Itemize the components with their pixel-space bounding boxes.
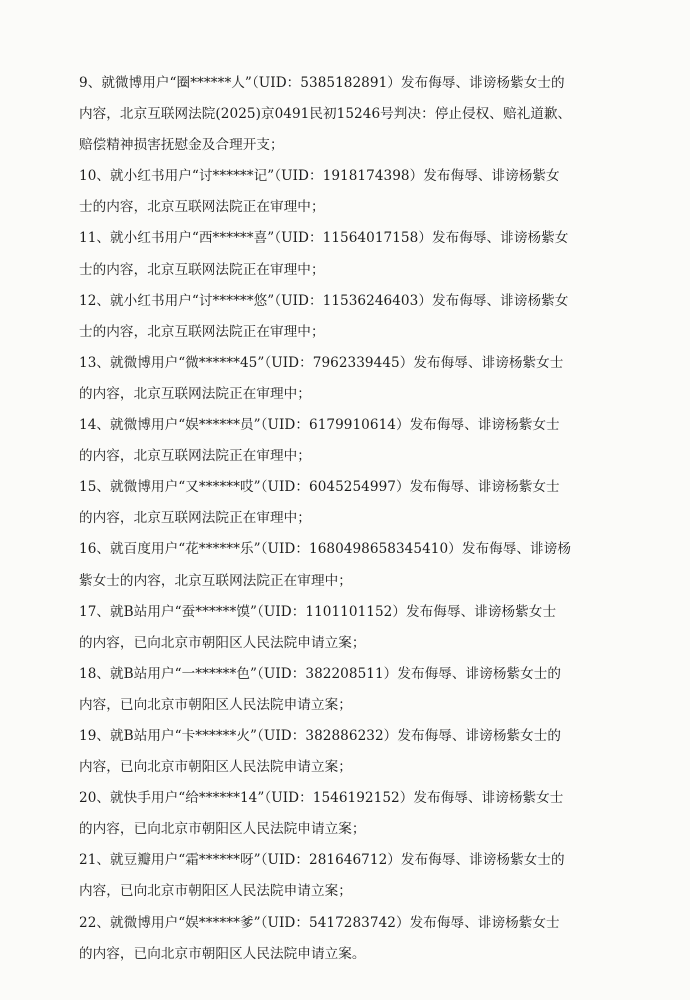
list-item-line: 19、就B站用户“卡******火”（UID：382886232）发布侮辱、诽谤杨紫女士的 <box>79 727 562 744</box>
list-item-17 <box>79 597 599 659</box>
list-item-13 <box>79 348 599 410</box>
list-item-22 <box>79 908 599 970</box>
list-item-line: 士的内容，北京互联网法院正在审理中； <box>79 261 325 278</box>
list-item-line: 9、就微博用户“圈******人”（UID：5385182891）发布侮辱、诽谤杨紫女士的 <box>79 75 565 91</box>
list-item-line: 内容，已向北京市朝阳区人民法院申请立案； <box>79 759 352 776</box>
list-item-line: 16、就百度用户“花******乐”（UID：1680498658345410）发布侮辱、诽谤杨 <box>79 541 571 558</box>
list-item-9 <box>79 68 599 161</box>
list-item-16 <box>79 534 599 596</box>
list-item-line: 赔偿精神损害抚慰金及合理开支； <box>79 137 284 154</box>
list-item-line: 的内容，北京互联网法院正在审理中； <box>79 385 311 402</box>
list-item-11 <box>79 223 599 285</box>
list-item-line: 的内容，已向北京市朝阳区人民法院申请立案； <box>79 634 366 651</box>
list-item-19 <box>79 721 599 783</box>
list-item-20 <box>79 783 599 845</box>
list-item-line: 士的内容，北京互联网法院正在审理中； <box>79 323 325 340</box>
list-item-line: 18、就B站用户“一******色”（UID：382208511）发布侮辱、诽谤杨紫女士的 <box>79 665 562 682</box>
list-item-line: 13、就微博用户“微******45”（UID：7962339445）发布侮辱、诽谤杨紫女士 <box>79 354 564 371</box>
list-item-line: 21、就豆瓣用户“霜******呀”（UID：281646712）发布侮辱、诽谤杨紫女士的 <box>79 852 565 869</box>
list-item-line: 紫女士的内容，北京互联网法院正在审理中； <box>79 572 352 589</box>
list-item-line: 15、就微博用户“又******哎”（UID：6045254997）发布侮辱、诽谤杨紫女士 <box>79 479 560 496</box>
list-item-line: 17、就B站用户“蚕******馍”（UID：1101101152）发布侮辱、诽谤杨紫女士 <box>79 603 557 620</box>
list-item-14 <box>79 410 599 472</box>
list-item-line: 内容，已向北京市朝阳区人民法院申请立案； <box>79 696 352 713</box>
list-item-line: 的内容，北京互联网法院正在审理中； <box>79 510 311 527</box>
list-item-line: 20、就快手用户“给******14”（UID：1546192152）发布侮辱、诽谤杨紫女士 <box>79 790 564 807</box>
list-item-line: 士的内容，北京互联网法院正在审理中； <box>79 199 325 216</box>
list-item-line: 11、就小红书用户“西******喜”（UID：11564017158）发布侮辱、诽谤杨紫女 <box>79 230 569 247</box>
list-item-line: 的内容，已向北京市朝阳区人民法院申请立案。 <box>79 945 366 962</box>
list-item-line: 22、就微博用户“娱******爹”（UID：5417283742）发布侮辱、诽谤杨紫女士 <box>79 914 560 931</box>
list-item-line: 内容，已向北京市朝阳区人民法院申请立案； <box>79 883 352 900</box>
list-item-line: 内容，北京互联网法院(2025)京0491民初15246号判决：停止侵权、赔礼道歉、 <box>79 106 572 123</box>
list-item-line: 的内容，已向北京市朝阳区人民法院申请立案； <box>79 821 366 838</box>
list-item-10 <box>79 161 599 223</box>
list-item-21 <box>79 845 599 907</box>
list-item-line: 的内容，北京互联网法院正在审理中； <box>79 448 311 465</box>
list-item-line: 10、就小红书用户“讨******记”（UID：1918174398）发布侮辱、诽谤杨紫女 <box>79 168 560 185</box>
list-item-line: 14、就微博用户“娱******员”（UID：6179910614）发布侮辱、诽谤杨紫女士 <box>79 417 560 434</box>
list-item-line: 12、就小红书用户“讨******悠”（UID：11536246403）发布侮辱、诽谤杨紫女 <box>79 292 569 309</box>
list-item-18 <box>79 659 599 721</box>
document-body <box>79 68 599 970</box>
list-item-12 <box>79 286 599 348</box>
list-item-15 <box>79 472 599 534</box>
